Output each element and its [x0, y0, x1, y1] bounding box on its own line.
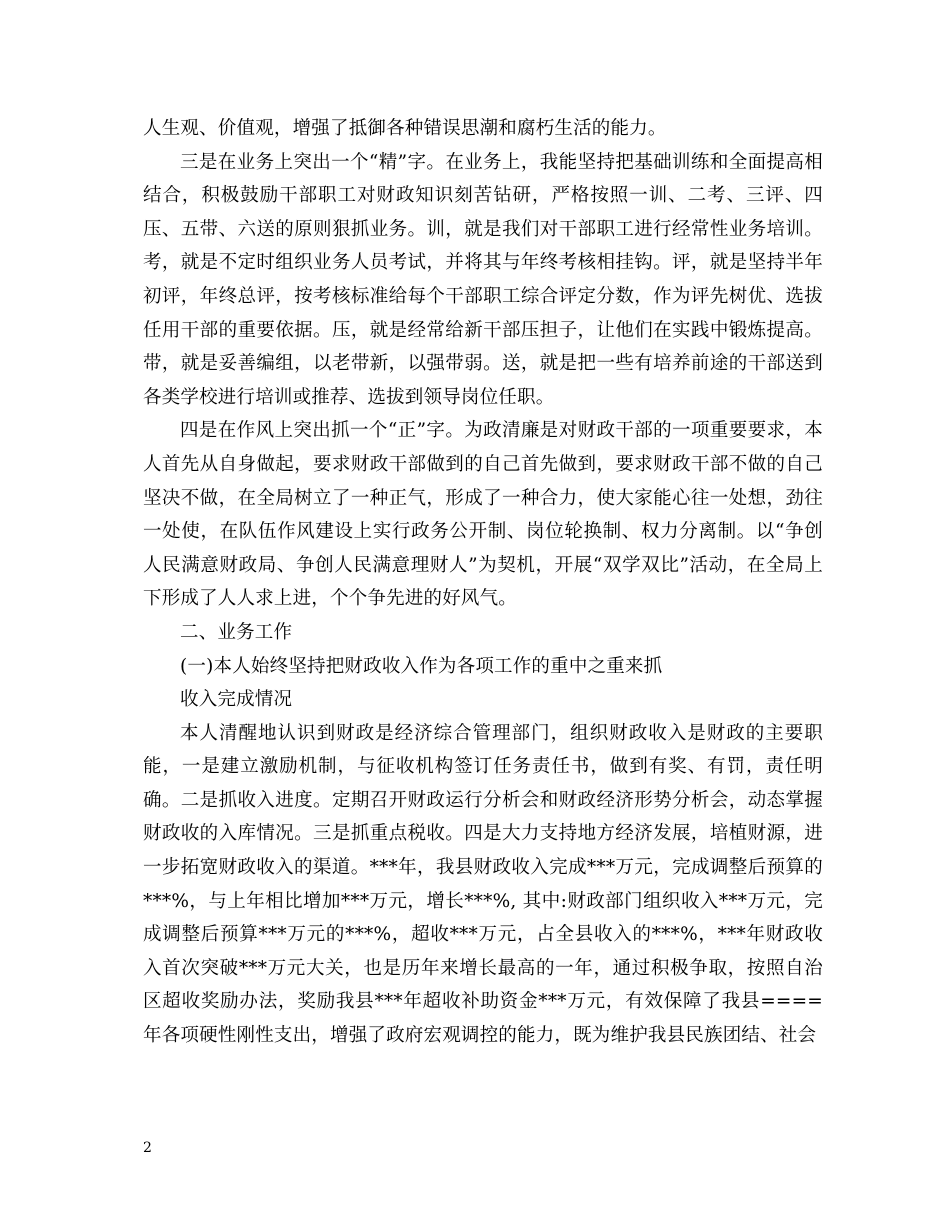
subsection-heading-revenue: (一)本人始终坚持把财政收入作为各项工作的重中之重来抓	[180, 655, 663, 677]
paragraph-business-precision: 三是在业务上突出一个“精”字。在业务上，我能坚持把基础训练和全面提高相结合，积极鼓励干部职工对财政知识刻苦钻研，严格按照一训、二考、三评、四压、五带、六送的原则狠抓业务。训，就是我们对干部职工进行经常性业务培训。考，就是不定时组织业务人员考试，并将其与年终考核相挂钩。评，就是坚持半年初评，年终总评，按考核标准给每个干部职工综合评定分数，作为评先树优、选拔任用干部的重要依据。压，就是经常给新干部压担子，让他们在实践中锻炼提高。带，就是妥善编组，以老带新，以强带弱。送，就是把一些有培养前途的干部送到各类学校进行培训或推荐、选拔到领导岗位任职。	[143, 151, 823, 408]
section-heading-business-work: 二、业务工作	[180, 621, 293, 643]
paragraph-work-style: 四是在作风上突出抓一个“正”字。为政清廉是对财政干部的一项重要要求，本人首先从自身做起，要求财政干部做到的自己首先做到，要求财政干部不做的自己坚决不做，在全局树立了一种正气，形成了一种合力，使大家能心往一处想，劲往一处使，在队伍作风建设上实行政务公开制、岗位轮换制、权力分离制。以“争创人民满意财政局、争创人民满意理财人”为契机，开展“双学双比”活动，在全局上下形成了人人求上进，个个争先进的好风气。	[143, 420, 823, 610]
paragraph-continuation: 人生观、价值观，增强了抵御各种错误思潮和腐朽生活的能力。	[143, 118, 667, 139]
subsection-heading-revenue-status: 收入完成情况	[180, 689, 293, 711]
paragraph-revenue-details: 本人清醒地认识到财政是经济综合管理部门，组织财政收入是财政的主要职能，一是建立激励机制，与征收机构签订任务责任书，做到有奖、有罚，责任明确。二是抓收入进度。定期召开财政运行分析会和财政经济形势分析会，动态掌握财政收的入库情况。三是抓重点税收。四是大力支持地方经济发展，培植财源，进一步拓宽财政收入的渠道。***年，我县财政收入完成***万元，完成调整后预算的***%，与上年相比增加***万元，增长***%, 其中:财政部门组织收入***万元，完成调整后预算***万元的***%，超收***万元，占全县收入的***%，***年财政收入首次突破***万元大关，也是历年来增长最高的一年，通过积极争取，按照自治区超收奖励办法，奖励我县***年超收补助资金***万元，有效保障了我县====年各项硬性刚性支出，增强了政府宏观调控的能力，既为维护我县民族团结、社会	[143, 722, 823, 1047]
page-number: 2	[143, 1140, 152, 1156]
document-body	[143, 112, 823, 1053]
